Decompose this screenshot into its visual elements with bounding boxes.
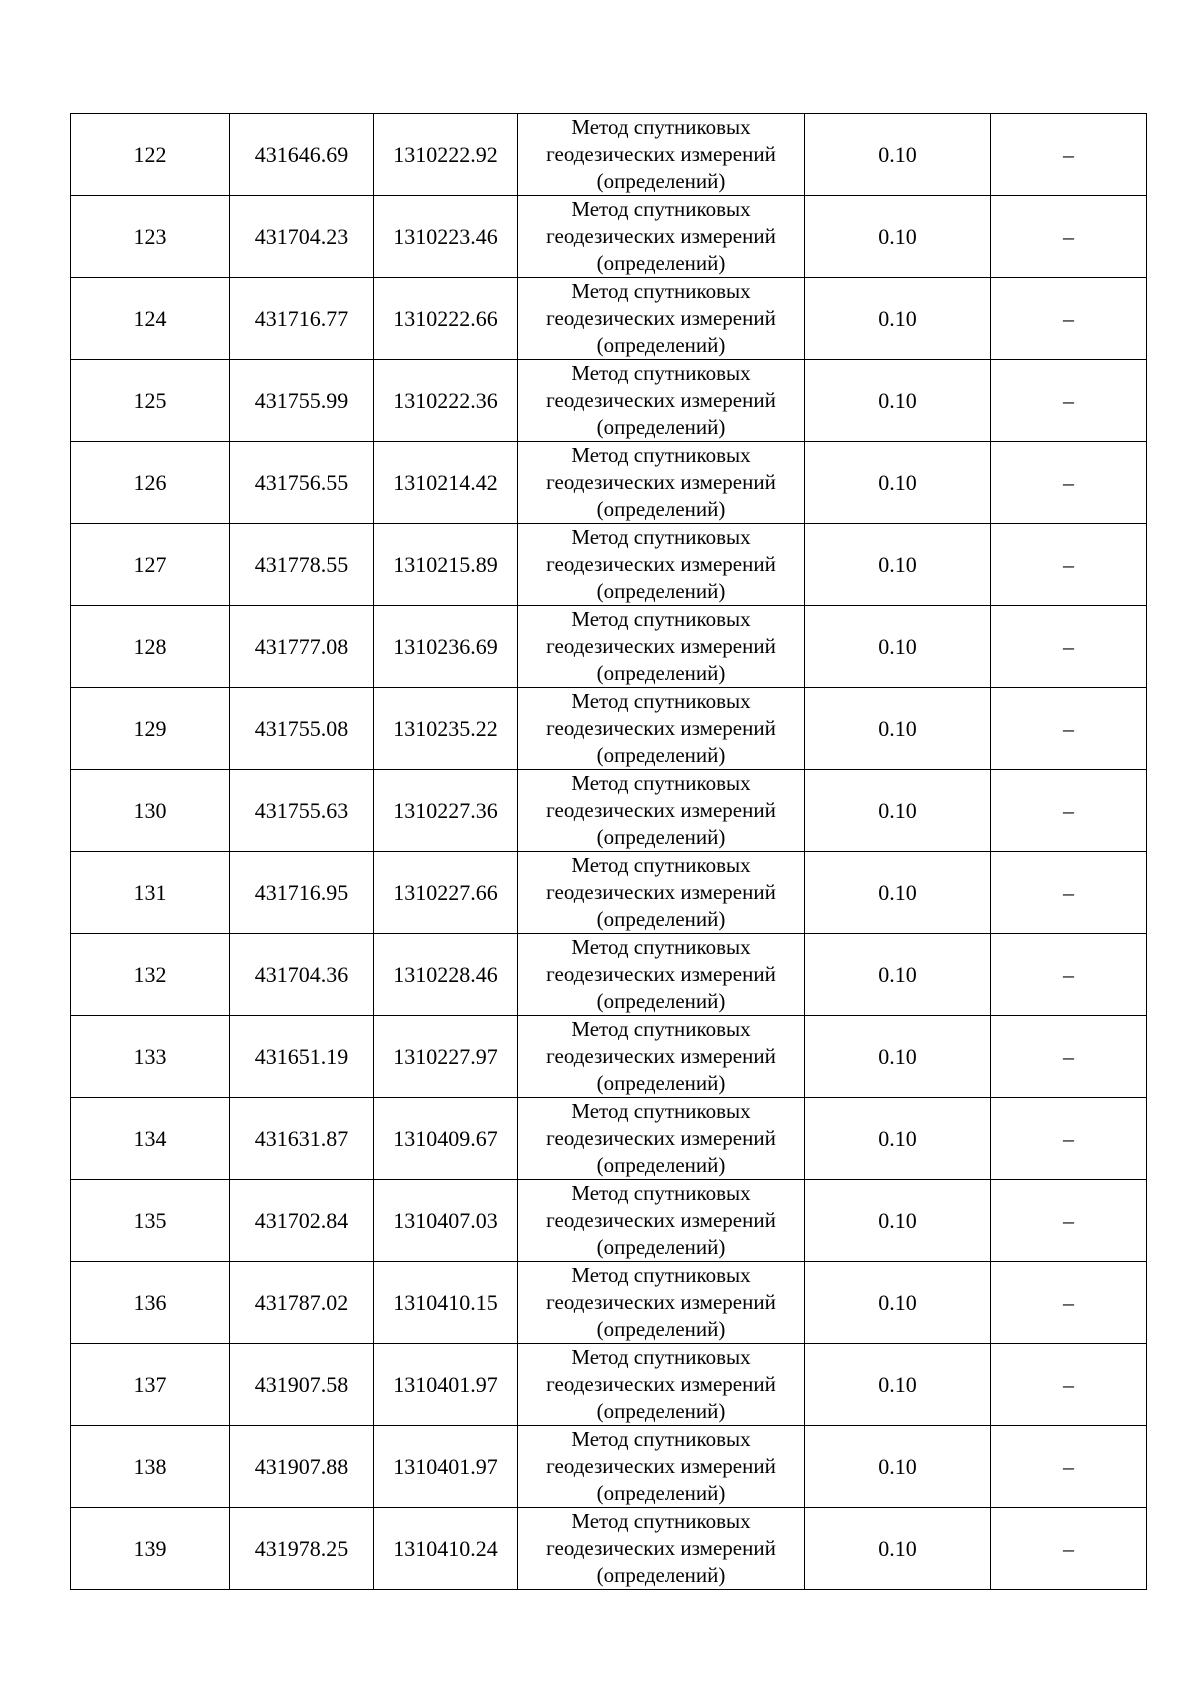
method-line: геодезических измерений (546, 716, 776, 740)
method-line: (определений) (596, 825, 726, 849)
point-number-cell: 138 (71, 1426, 230, 1508)
accuracy-cell: 0.10 (805, 442, 991, 524)
method-cell (518, 688, 805, 770)
y-coordinate-cell: 1310235.22 (374, 688, 518, 770)
method-line: (определений) (596, 497, 726, 521)
note-cell: – (991, 1180, 1147, 1262)
table-row (71, 1508, 1147, 1590)
table-row (71, 852, 1147, 934)
x-coordinate-cell: 431978.25 (230, 1508, 374, 1590)
y-coordinate-cell: 1310407.03 (374, 1180, 518, 1262)
accuracy-cell: 0.10 (805, 1098, 991, 1180)
method-line: Метод спутниковых (571, 197, 751, 221)
method-line: геодезических измерений (546, 1290, 776, 1314)
method-line: (определений) (596, 415, 726, 439)
method-line: (определений) (596, 907, 726, 931)
note-cell: – (991, 1262, 1147, 1344)
note-cell: – (991, 524, 1147, 606)
table-row (71, 524, 1147, 606)
method-line: геодезических измерений (546, 1536, 776, 1560)
accuracy-cell: 0.10 (805, 360, 991, 442)
method-line: геодезических измерений (546, 1208, 776, 1232)
accuracy-cell: 0.10 (805, 770, 991, 852)
table-row (71, 196, 1147, 278)
method-line: Метод спутниковых (571, 115, 751, 139)
method-line: геодезических измерений (546, 1372, 776, 1396)
table-row (71, 114, 1147, 196)
method-line: Метод спутниковых (571, 1263, 751, 1287)
point-number-cell: 122 (71, 114, 230, 196)
method-line: геодезических измерений (546, 962, 776, 986)
point-number-cell: 128 (71, 606, 230, 688)
point-number-cell: 135 (71, 1180, 230, 1262)
method-line: Метод спутниковых (571, 1427, 751, 1451)
method-line: (определений) (596, 1481, 726, 1505)
note-cell: – (991, 770, 1147, 852)
method-line: Метод спутниковых (571, 1017, 751, 1041)
note-cell: – (991, 114, 1147, 196)
method-cell (518, 196, 805, 278)
point-number-cell: 124 (71, 278, 230, 360)
y-coordinate-cell: 1310228.46 (374, 934, 518, 1016)
method-line: (определений) (596, 251, 726, 275)
accuracy-cell: 0.10 (805, 114, 991, 196)
note-cell: – (991, 278, 1147, 360)
accuracy-cell: 0.10 (805, 688, 991, 770)
accuracy-cell: 0.10 (805, 606, 991, 688)
note-cell: – (991, 1344, 1147, 1426)
method-line: Метод спутниковых (571, 279, 751, 303)
method-cell (518, 1508, 805, 1590)
point-number-cell: 129 (71, 688, 230, 770)
y-coordinate-cell: 1310215.89 (374, 524, 518, 606)
point-number-cell: 132 (71, 934, 230, 1016)
y-coordinate-cell: 1310227.66 (374, 852, 518, 934)
method-line: Метод спутниковых (571, 1345, 751, 1369)
method-line: геодезических измерений (546, 142, 776, 166)
x-coordinate-cell: 431778.55 (230, 524, 374, 606)
point-number-cell: 131 (71, 852, 230, 934)
accuracy-cell: 0.10 (805, 1262, 991, 1344)
y-coordinate-cell: 1310227.97 (374, 1016, 518, 1098)
y-coordinate-cell: 1310222.92 (374, 114, 518, 196)
method-line: (определений) (596, 169, 726, 193)
method-line: (определений) (596, 1399, 726, 1423)
method-line: геодезических измерений (546, 880, 776, 904)
y-coordinate-cell: 1310236.69 (374, 606, 518, 688)
method-cell (518, 852, 805, 934)
method-line: Метод спутниковых (571, 1099, 751, 1123)
accuracy-cell: 0.10 (805, 1180, 991, 1262)
method-line: (определений) (596, 1317, 726, 1341)
coordinates-table-body (71, 114, 1147, 1590)
method-line: Метод спутниковых (571, 607, 751, 631)
method-cell (518, 1262, 805, 1344)
y-coordinate-cell: 1310401.97 (374, 1426, 518, 1508)
method-line: геодезических измерений (546, 470, 776, 494)
point-number-cell: 137 (71, 1344, 230, 1426)
y-coordinate-cell: 1310222.36 (374, 360, 518, 442)
method-line: (определений) (596, 1235, 726, 1259)
table-row (71, 442, 1147, 524)
note-cell: – (991, 934, 1147, 1016)
method-line: (определений) (596, 1071, 726, 1095)
method-line: геодезических измерений (546, 388, 776, 412)
table-row (71, 1344, 1147, 1426)
x-coordinate-cell: 431755.99 (230, 360, 374, 442)
method-cell (518, 770, 805, 852)
table-row (71, 770, 1147, 852)
y-coordinate-cell: 1310222.66 (374, 278, 518, 360)
accuracy-cell: 0.10 (805, 852, 991, 934)
note-cell: – (991, 360, 1147, 442)
accuracy-cell: 0.10 (805, 524, 991, 606)
y-coordinate-cell: 1310227.36 (374, 770, 518, 852)
table-row (71, 934, 1147, 1016)
note-cell: – (991, 1508, 1147, 1590)
method-line: (определений) (596, 743, 726, 767)
x-coordinate-cell: 431702.84 (230, 1180, 374, 1262)
method-line: (определений) (596, 1153, 726, 1177)
method-line: Метод спутниковых (571, 853, 751, 877)
x-coordinate-cell: 431646.69 (230, 114, 374, 196)
method-cell (518, 278, 805, 360)
method-line: Метод спутниковых (571, 443, 751, 467)
method-line: (определений) (596, 333, 726, 357)
method-line: Метод спутниковых (571, 361, 751, 385)
y-coordinate-cell: 1310214.42 (374, 442, 518, 524)
x-coordinate-cell: 431907.58 (230, 1344, 374, 1426)
method-line: геодезических измерений (546, 224, 776, 248)
table-row (71, 1180, 1147, 1262)
note-cell: – (991, 1098, 1147, 1180)
method-line: геодезических измерений (546, 1044, 776, 1068)
y-coordinate-cell: 1310223.46 (374, 196, 518, 278)
x-coordinate-cell: 431716.77 (230, 278, 374, 360)
method-cell (518, 1344, 805, 1426)
point-number-cell: 133 (71, 1016, 230, 1098)
x-coordinate-cell: 431651.19 (230, 1016, 374, 1098)
method-line: Метод спутниковых (571, 1181, 751, 1205)
method-cell (518, 442, 805, 524)
method-line: (определений) (596, 661, 726, 685)
method-line: Метод спутниковых (571, 1509, 751, 1533)
note-cell: – (991, 606, 1147, 688)
table-row (71, 1016, 1147, 1098)
method-line: геодезических измерений (546, 634, 776, 658)
point-number-cell: 125 (71, 360, 230, 442)
method-line: геодезических измерений (546, 306, 776, 330)
method-cell (518, 1098, 805, 1180)
method-line: геодезических измерений (546, 1454, 776, 1478)
method-line: геодезических измерений (546, 1126, 776, 1150)
x-coordinate-cell: 431756.55 (230, 442, 374, 524)
accuracy-cell: 0.10 (805, 934, 991, 1016)
point-number-cell: 123 (71, 196, 230, 278)
note-cell: – (991, 442, 1147, 524)
accuracy-cell: 0.10 (805, 196, 991, 278)
method-line: геодезических измерений (546, 552, 776, 576)
note-cell: – (991, 1426, 1147, 1508)
point-number-cell: 130 (71, 770, 230, 852)
method-line: Метод спутниковых (571, 771, 751, 795)
note-cell: – (991, 1016, 1147, 1098)
method-cell (518, 360, 805, 442)
method-line: (определений) (596, 579, 726, 603)
x-coordinate-cell: 431755.08 (230, 688, 374, 770)
point-number-cell: 127 (71, 524, 230, 606)
x-coordinate-cell: 431777.08 (230, 606, 374, 688)
method-cell (518, 1426, 805, 1508)
method-line: Метод спутниковых (571, 525, 751, 549)
accuracy-cell: 0.10 (805, 1016, 991, 1098)
point-number-cell: 136 (71, 1262, 230, 1344)
note-cell: – (991, 852, 1147, 934)
note-cell: – (991, 196, 1147, 278)
table-row (71, 278, 1147, 360)
accuracy-cell: 0.10 (805, 1508, 991, 1590)
y-coordinate-cell: 1310409.67 (374, 1098, 518, 1180)
table-row (71, 606, 1147, 688)
x-coordinate-cell: 431907.88 (230, 1426, 374, 1508)
method-cell (518, 1016, 805, 1098)
table-row (71, 360, 1147, 442)
table-row (71, 1426, 1147, 1508)
x-coordinate-cell: 431716.95 (230, 852, 374, 934)
table-row (71, 688, 1147, 770)
accuracy-cell: 0.10 (805, 1344, 991, 1426)
method-line: (определений) (596, 1563, 726, 1587)
method-cell (518, 934, 805, 1016)
accuracy-cell: 0.10 (805, 1426, 991, 1508)
method-cell (518, 524, 805, 606)
point-number-cell: 139 (71, 1508, 230, 1590)
method-line: Метод спутниковых (571, 689, 751, 713)
method-line: геодезических измерений (546, 798, 776, 822)
x-coordinate-cell: 431787.02 (230, 1262, 374, 1344)
method-line: Метод спутниковых (571, 935, 751, 959)
y-coordinate-cell: 1310401.97 (374, 1344, 518, 1426)
y-coordinate-cell: 1310410.15 (374, 1262, 518, 1344)
x-coordinate-cell: 431631.87 (230, 1098, 374, 1180)
point-number-cell: 134 (71, 1098, 230, 1180)
x-coordinate-cell: 431755.63 (230, 770, 374, 852)
coordinates-table (70, 113, 1147, 1590)
method-line: (определений) (596, 989, 726, 1013)
method-cell (518, 606, 805, 688)
method-cell (518, 1180, 805, 1262)
table-row (71, 1098, 1147, 1180)
method-cell (518, 114, 805, 196)
x-coordinate-cell: 431704.23 (230, 196, 374, 278)
accuracy-cell: 0.10 (805, 278, 991, 360)
note-cell: – (991, 688, 1147, 770)
y-coordinate-cell: 1310410.24 (374, 1508, 518, 1590)
point-number-cell: 126 (71, 442, 230, 524)
table-row (71, 1262, 1147, 1344)
x-coordinate-cell: 431704.36 (230, 934, 374, 1016)
